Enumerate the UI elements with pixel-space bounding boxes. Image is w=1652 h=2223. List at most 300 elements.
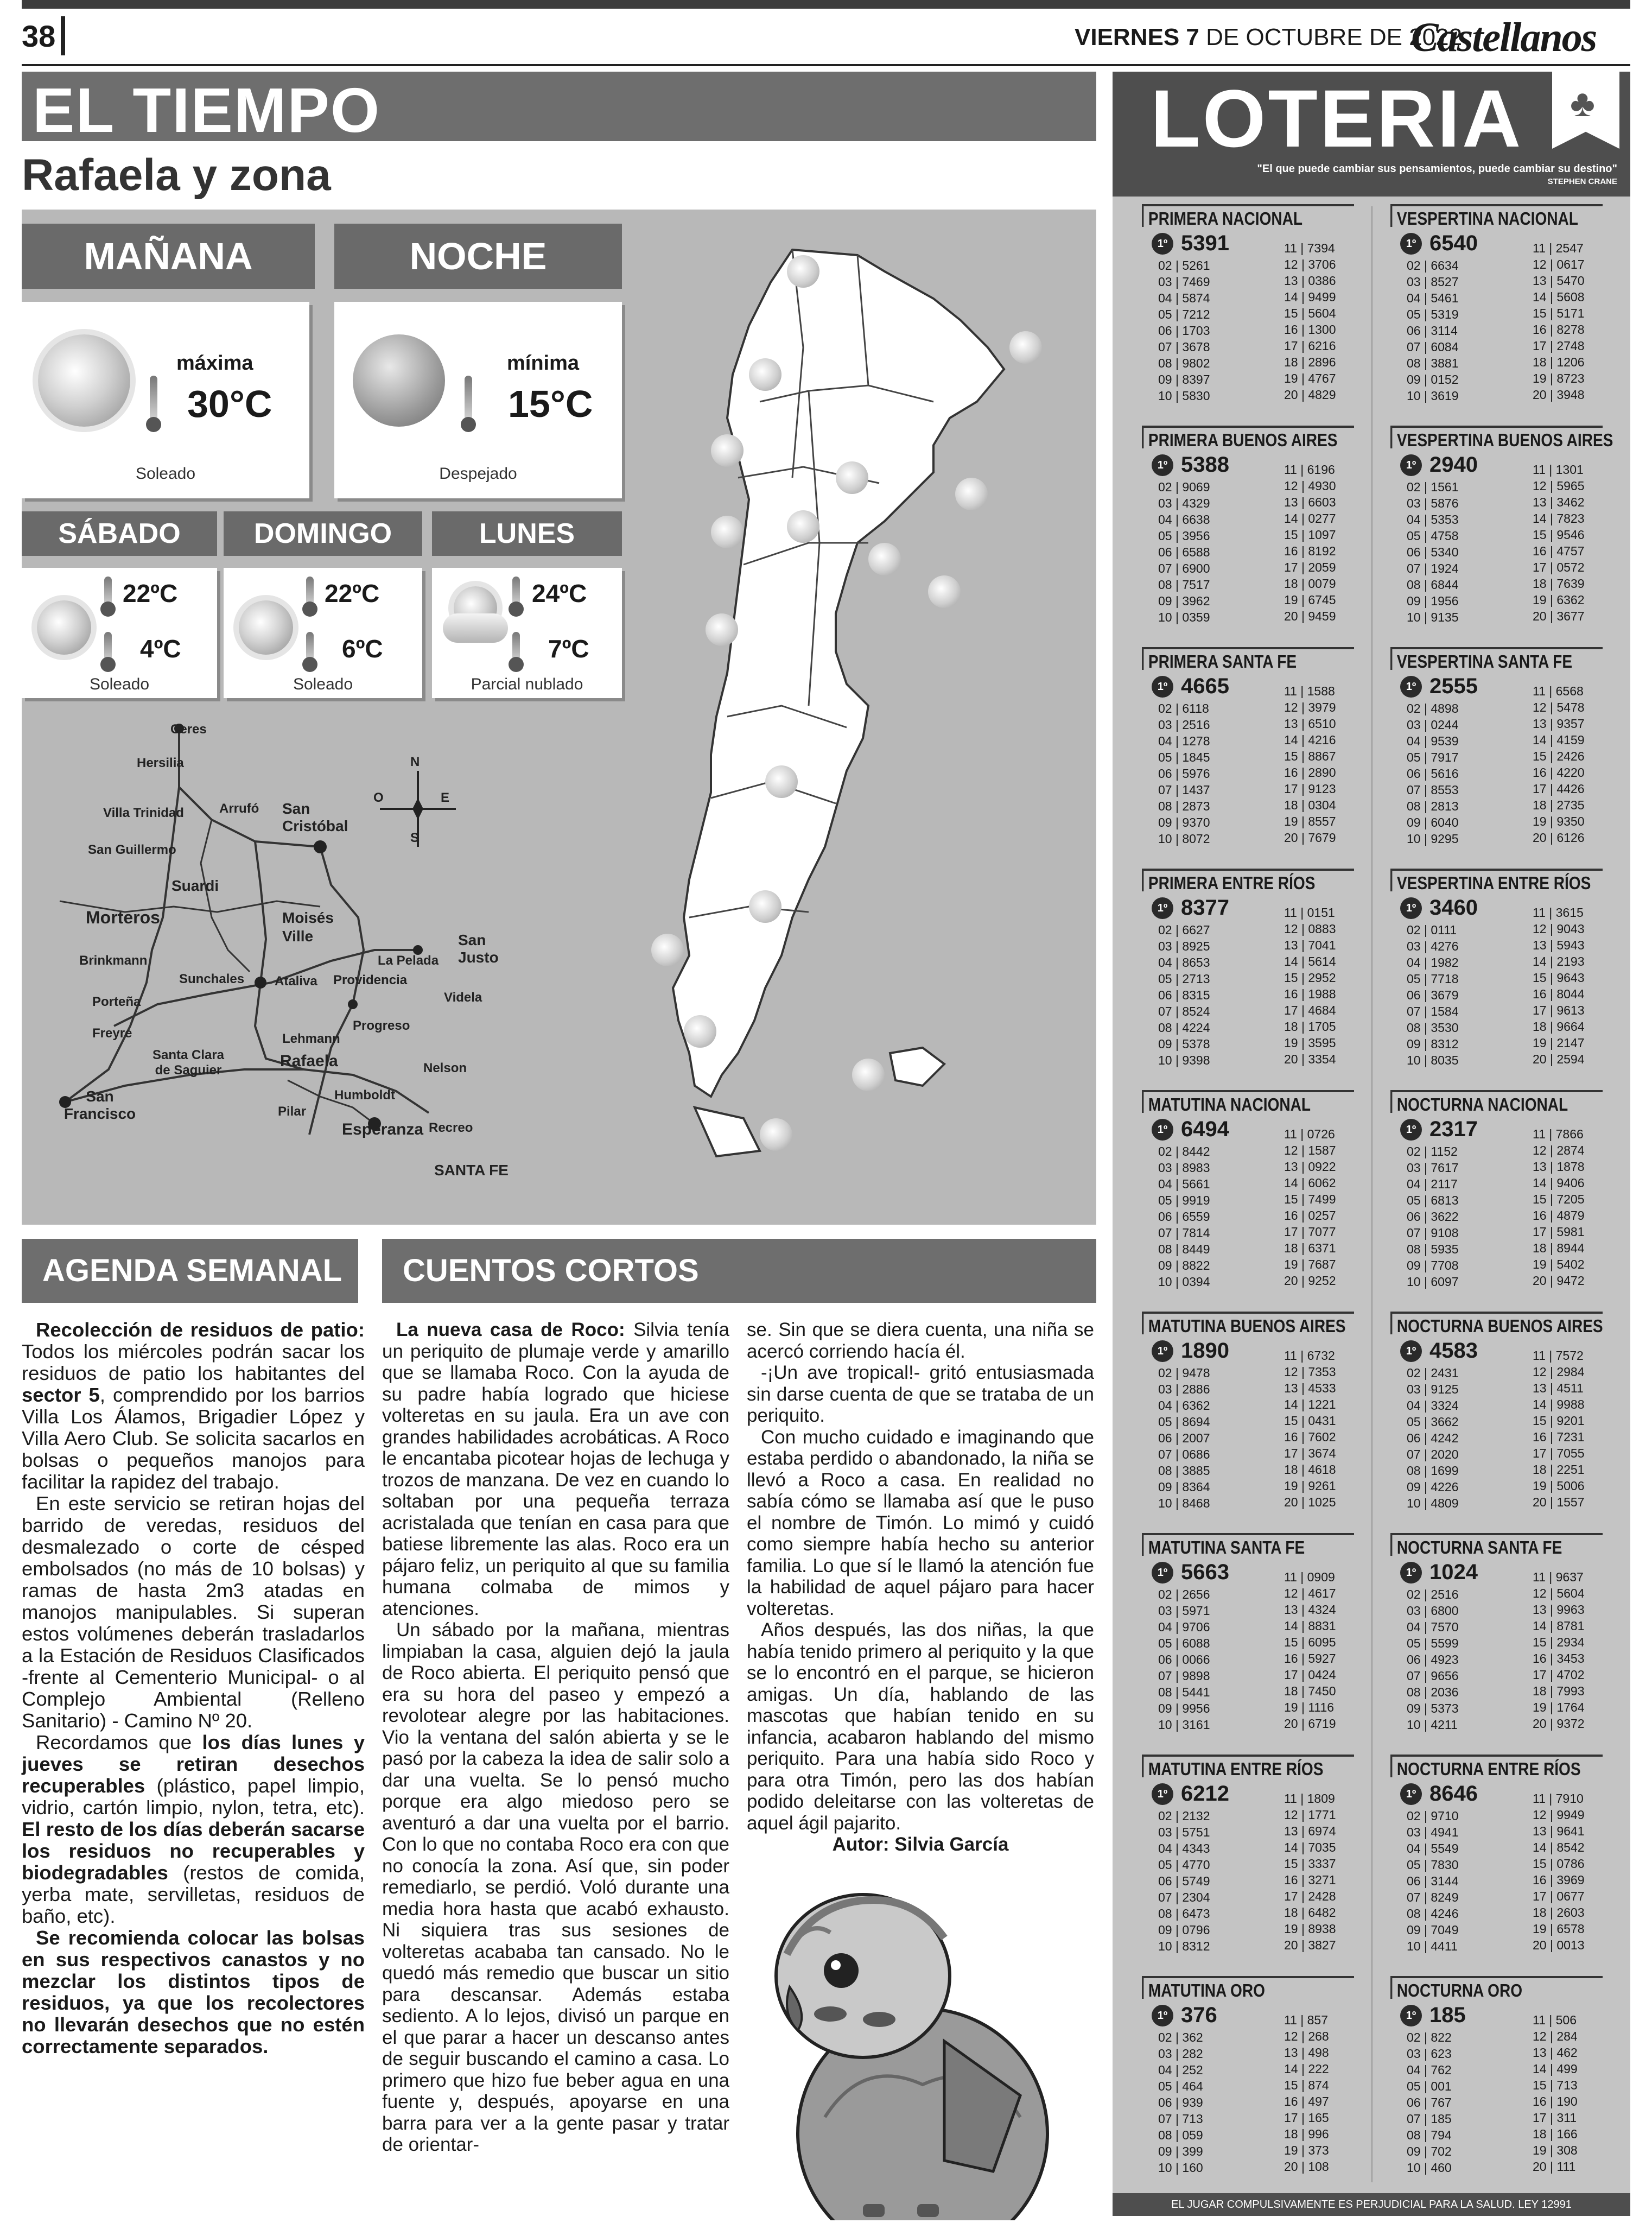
lottery-number: 18 | 2896 xyxy=(1284,355,1336,369)
lottery-number: 13 | 498 xyxy=(1284,2045,1329,2060)
town-label: Videla xyxy=(444,990,482,1005)
lottery-number: 17 | 165 xyxy=(1284,2111,1329,2125)
lottery-number: 06 | 0066 xyxy=(1158,1652,1210,1667)
lottery-draw-title: NOCTURNA NACIONAL xyxy=(1390,1090,1603,1113)
lottery-number: 14 | 499 xyxy=(1533,2062,1578,2076)
lottery-number: 17 | 4426 xyxy=(1533,782,1585,796)
night-desc: Despejado xyxy=(439,465,517,483)
lottery-number: 16 | 190 xyxy=(1533,2094,1578,2108)
lottery-number: 07 | 1924 xyxy=(1407,561,1459,575)
lottery-number: 14 | 5608 xyxy=(1533,290,1585,304)
lottery-number: 12 | 9043 xyxy=(1533,922,1585,936)
lottery-number: 13 | 4533 xyxy=(1284,1381,1336,1395)
story-title: La nueva casa de Roco: xyxy=(396,1319,625,1340)
lottery-number: 05 | 464 xyxy=(1158,2079,1203,2093)
lottery-draw xyxy=(1390,204,1640,425)
lottery-first-prize xyxy=(1400,896,1478,920)
lottery-number: 20 | 0013 xyxy=(1533,1938,1585,1952)
agenda-p3a: Recordamos que xyxy=(36,1731,202,1753)
tomorrow-header: MAÑANA xyxy=(22,224,315,289)
lottery-col-right xyxy=(1284,1126,1336,1289)
lottery-number: 06 | 3144 xyxy=(1407,1874,1459,1888)
lottery-number: 12 | 3979 xyxy=(1284,700,1336,714)
lottery-number: 18 | 0079 xyxy=(1284,577,1336,591)
lottery-number: 06 | 767 xyxy=(1407,2095,1452,2110)
monday-max: 24ºC xyxy=(532,579,587,607)
compass-west: O xyxy=(373,790,384,805)
map-weather-icon xyxy=(787,510,819,543)
lottery-number: 02 | 2516 xyxy=(1407,1587,1459,1601)
saturday-desc: Soleado xyxy=(89,675,150,693)
first-prize-number: 5391 xyxy=(1181,231,1229,255)
date-weekday: VIERNES xyxy=(1075,24,1180,50)
lottery-number: 10 | 3161 xyxy=(1158,1718,1210,1732)
lottery-number: 18 | 8944 xyxy=(1533,1241,1585,1255)
lottery-draw xyxy=(1142,1312,1392,1532)
lottery-number: 04 | 5549 xyxy=(1407,1841,1459,1855)
first-prize-medal-icon: 1º xyxy=(1152,454,1173,476)
lottery-number: 15 | 7499 xyxy=(1284,1192,1336,1206)
town-label: Villa Trinidad xyxy=(103,806,184,820)
lottery-number: 20 | 2594 xyxy=(1533,1052,1585,1066)
lottery-number: 13 | 1878 xyxy=(1533,1160,1585,1174)
lottery-number: 12 | 0617 xyxy=(1533,257,1585,271)
lottery-number: 02 | 2132 xyxy=(1158,1809,1210,1823)
lottery-col-left xyxy=(1407,479,1459,625)
first-prize-medal-icon: 1º xyxy=(1152,233,1173,255)
lottery-number: 09 | 8822 xyxy=(1158,1258,1210,1272)
lottery-number: 14 | 4159 xyxy=(1533,733,1585,747)
lottery-number: 12 | 5604 xyxy=(1533,1586,1585,1600)
lottery-number: 11 | 6732 xyxy=(1284,1348,1335,1363)
lottery-first-prize xyxy=(1400,1339,1478,1363)
lottery-number: 11 | 7910 xyxy=(1533,1791,1584,1806)
lottery-number: 11 | 857 xyxy=(1284,2013,1329,2027)
agenda-p3-bold: los días lunes y jueves se retiran desechos recuperables xyxy=(22,1731,365,1797)
first-prize-number: 1890 xyxy=(1181,1339,1229,1363)
town-label: Brinkmann xyxy=(79,953,148,968)
sunday-card xyxy=(224,568,422,698)
lottery-number: 04 | 1982 xyxy=(1407,955,1459,970)
lottery-draw-title: NOCTURNA SANTA FE xyxy=(1390,1533,1603,1556)
lottery-number: 15 | 713 xyxy=(1533,2078,1578,2092)
lottery-number: 12 | 9949 xyxy=(1533,1808,1585,1822)
agenda-header: AGENDA SEMANAL xyxy=(22,1239,358,1303)
lottery-number: 05 | 6813 xyxy=(1407,1193,1459,1207)
lottery-number: 20 | 3354 xyxy=(1284,1052,1336,1066)
map-weather-icon xyxy=(749,358,781,391)
lottery-draw-title: PRIMERA NACIONAL xyxy=(1142,204,1354,227)
lottery-number: 20 | 7679 xyxy=(1284,831,1336,845)
agenda-p3-bold2: El resto de los días deberán sacarse los residuos no recuperables y biodegradables xyxy=(22,1818,365,1884)
lottery-draw xyxy=(1390,1090,1640,1310)
town-label: Morteros xyxy=(86,908,160,927)
lottery-col-right xyxy=(1284,1569,1336,1732)
first-prize-number: 1024 xyxy=(1429,1560,1478,1584)
lottery-number: 09 | 7049 xyxy=(1407,1923,1459,1937)
lottery-number: 07 | 6900 xyxy=(1158,561,1210,575)
night-header: NOCHE xyxy=(334,224,622,289)
lottery-number: 10 | 4809 xyxy=(1407,1496,1459,1510)
thermometer-icon xyxy=(512,577,520,609)
lottery-number: 20 | 108 xyxy=(1284,2159,1329,2174)
lottery-number: 04 | 5353 xyxy=(1407,512,1459,527)
weather-subtitle: Rafaela y zona xyxy=(22,150,331,200)
map-weather-icon xyxy=(1009,331,1042,364)
lottery-number: 06 | 3622 xyxy=(1407,1209,1459,1224)
lottery-number: 14 | 8542 xyxy=(1533,1840,1585,1854)
town-label: Ataliva xyxy=(275,974,317,989)
page-number: 38 xyxy=(22,19,56,53)
lottery-number: 13 | 6974 xyxy=(1284,1824,1336,1838)
lottery-number: 02 | 2656 xyxy=(1158,1587,1210,1601)
first-prize-medal-icon: 1º xyxy=(1400,1119,1422,1141)
sunday-header: DOMINGO xyxy=(224,511,422,556)
lottery-number: 11 | 6568 xyxy=(1533,684,1584,698)
lottery-number: 15 | 9546 xyxy=(1533,528,1585,542)
lottery-col-right xyxy=(1533,240,1585,403)
lottery-number: 18 | 6482 xyxy=(1284,1905,1336,1920)
lottery-draw xyxy=(1142,1090,1392,1310)
first-prize-number: 8646 xyxy=(1429,1782,1478,1806)
lottery-number: 09 | 4226 xyxy=(1407,1480,1459,1494)
lottery-number: 18 | 2735 xyxy=(1533,798,1585,812)
lottery-draw-title: PRIMERA BUENOS AIRES xyxy=(1142,426,1354,448)
lottery-number: 09 | 399 xyxy=(1158,2144,1203,2158)
lottery-number: 15 | 0786 xyxy=(1533,1857,1585,1871)
lottery-number: 16 | 0257 xyxy=(1284,1208,1336,1223)
date-day: 7 xyxy=(1186,24,1199,50)
saturday-max: 22ºC xyxy=(123,579,178,607)
lottery-number: 16 | 1988 xyxy=(1284,987,1336,1001)
first-prize-medal-icon: 1º xyxy=(1152,1340,1173,1362)
lottery-number: 10 | 0359 xyxy=(1158,610,1210,624)
thermometer-icon xyxy=(150,376,157,425)
lottery-number: 04 | 4343 xyxy=(1158,1841,1210,1855)
lottery-number: 06 | 6559 xyxy=(1158,1209,1210,1224)
lottery-draw xyxy=(1142,647,1392,867)
first-prize-medal-icon: 1º xyxy=(1400,1562,1422,1584)
lottery-number: 09 | 3962 xyxy=(1158,594,1210,608)
lottery-number: 13 | 0386 xyxy=(1284,274,1336,288)
lottery-number: 06 | 4923 xyxy=(1407,1652,1459,1667)
lottery-number: 19 | 8938 xyxy=(1284,1922,1336,1936)
lottery-number: 12 | 4930 xyxy=(1284,479,1336,493)
lottery-number: 07 | 8249 xyxy=(1407,1890,1459,1904)
lottery-number: 09 | 5373 xyxy=(1407,1701,1459,1715)
lottery-number: 08 | 059 xyxy=(1158,2128,1203,2142)
lottery-col-left xyxy=(1158,922,1210,1068)
lottery-number: 16 | 8044 xyxy=(1533,987,1585,1001)
story-c6: Años después, las dos niñas, la que había tenido primero al periquito y la que se lo encontró en el parque, se hicieron amigas. Un día, hablando de las mascotas que habían tenido en su infancia, acabaron hablando del mismo periquito. Para una había sido Roco y para otra Timón, pero las dos habían podido deleitarse con las volteretas de aquel ágil pajarito. xyxy=(747,1619,1094,1834)
town-label: Sunchales xyxy=(179,972,245,986)
lottery-number: 13 | 3462 xyxy=(1533,495,1585,509)
lottery-footer: EL JUGAR COMPULSIVAMENTE ES PERJUDICIAL PARA LA SALUD. LEY 12991 xyxy=(1113,2193,1630,2216)
lottery-col-left xyxy=(1407,922,1459,1068)
lottery-number: 20 | 9252 xyxy=(1284,1274,1336,1288)
lottery-number: 11 | 0151 xyxy=(1284,905,1335,920)
lottery-number: 13 | 7041 xyxy=(1284,938,1336,952)
agenda-p1: Todos los miércoles podrán sacar los residuos de patio los habitantes del xyxy=(22,1340,365,1384)
lottery-number: 08 | 7517 xyxy=(1158,578,1210,592)
lottery-number: 06 | 8315 xyxy=(1158,988,1210,1002)
lottery-number: 13 | 5470 xyxy=(1533,274,1585,288)
lottery-number: 20 | 9472 xyxy=(1533,1274,1585,1288)
sunday-desc: Soleado xyxy=(293,675,353,693)
lottery-number: 02 | 362 xyxy=(1158,2030,1203,2044)
lottery-draw xyxy=(1142,1533,1392,1753)
lottery-number: 14 | 2193 xyxy=(1533,954,1585,968)
lottery-draw-title: VESPERTINA BUENOS AIRES xyxy=(1390,426,1603,448)
lottery-number: 03 | 4276 xyxy=(1407,939,1459,953)
story-c1: Silvia tenía un periquito de plumaje verde y amarillo que se llamaba Roco. Con la ayuda de su padre había logrado que hiciese volteretas en su jaula. Era un ave con grandes habilidades acrobáticas. A Roco le encantaba picotear hojas de lechuga y trozos de manzana. De vez en cuando lo soltaban por una pequeña terraza acristalada que tenían en casa para que batiese libremente las alas. Roco era un pájaro feliz, un periquito al que su familia humana colmaba de mimos y atenciones. xyxy=(382,1319,729,1619)
agenda-p1-bold: Recolección de residuos de patio: xyxy=(36,1319,365,1341)
lottery-number: 12 | 1771 xyxy=(1284,1808,1336,1822)
lottery-col-right xyxy=(1533,683,1585,846)
stories-header: CUENTOS CORTOS xyxy=(382,1239,1096,1303)
sunday-max: 22ºC xyxy=(325,579,380,607)
lottery-number: 02 | 9478 xyxy=(1158,1366,1210,1380)
lottery-col-left xyxy=(1407,257,1459,404)
lottery-number: 20 | 4829 xyxy=(1284,388,1336,402)
tomorrow-card xyxy=(22,302,309,498)
map-weather-icon xyxy=(852,1059,885,1091)
lottery-number: 04 | 9539 xyxy=(1407,734,1459,748)
lottery-draw-title: VESPERTINA SANTA FE xyxy=(1390,647,1603,670)
lottery-col-left xyxy=(1407,1143,1459,1290)
lottery-number: 11 | 7866 xyxy=(1533,1127,1584,1141)
town-label: Providencia xyxy=(333,973,408,987)
lottery-number: 07 | 7814 xyxy=(1158,1226,1210,1240)
lottery-number: 02 | 1152 xyxy=(1407,1144,1458,1158)
lottery-number: 03 | 5971 xyxy=(1158,1604,1210,1618)
map-weather-icon xyxy=(684,1015,716,1048)
saturday-header: SÁBADO xyxy=(22,511,217,556)
sunday-min: 6ºC xyxy=(342,635,383,663)
lottery-number: 15 | 2952 xyxy=(1284,971,1336,985)
lottery-number: 08 | 1699 xyxy=(1407,1464,1459,1478)
town-label: Porteña xyxy=(92,995,141,1009)
lottery-number: 12 | 284 xyxy=(1533,2029,1578,2043)
town-label-large: San Francisco xyxy=(63,1088,136,1122)
lottery-number: 10 | 9135 xyxy=(1407,610,1459,624)
lottery-number: 03 | 0244 xyxy=(1407,718,1459,732)
lottery-col-left xyxy=(1158,2029,1203,2176)
lottery-number: 20 | 3948 xyxy=(1533,388,1585,402)
lottery-col-right xyxy=(1533,1569,1585,1732)
lottery-number: 06 | 1703 xyxy=(1158,324,1210,338)
lottery-draw-title: MATUTINA BUENOS AIRES xyxy=(1142,1312,1354,1334)
lottery-number: 15 | 9201 xyxy=(1533,1414,1585,1428)
map-weather-icon xyxy=(955,478,988,510)
lottery-number: 18 | 2603 xyxy=(1533,1905,1585,1920)
lottery-number: 03 | 5876 xyxy=(1407,496,1459,510)
town-label: Humboldt xyxy=(334,1088,395,1103)
lottery-col-right xyxy=(1533,1126,1585,1289)
town-label-large: San Justo xyxy=(458,932,499,966)
lottery-number: 18 | 2251 xyxy=(1533,1462,1585,1477)
lottery-number: 17 | 2428 xyxy=(1284,1889,1336,1903)
lottery-number: 14 | 0277 xyxy=(1284,511,1336,525)
lottery-col-right xyxy=(1284,904,1336,1067)
monday-card xyxy=(432,568,622,698)
lottery-number: 12 | 4617 xyxy=(1284,1586,1336,1600)
lottery-number: 12 | 7353 xyxy=(1284,1365,1336,1379)
lottery-number: 08 | 4224 xyxy=(1158,1021,1210,1035)
weather-title: EL TIEMPO xyxy=(33,75,381,145)
lottery-number: 16 | 8192 xyxy=(1284,544,1336,558)
lottery-number: 04 | 762 xyxy=(1407,2063,1452,2077)
lottery-number: 09 | 8312 xyxy=(1407,1037,1459,1051)
lottery-col-right xyxy=(1284,2012,1329,2175)
lottery-number: 16 | 7231 xyxy=(1533,1430,1585,1444)
first-prize-medal-icon: 1º xyxy=(1152,1119,1173,1141)
lottery-first-prize xyxy=(1400,1117,1478,1142)
lottery-draw-title: PRIMERA ENTRE RÍOS xyxy=(1142,869,1354,891)
lottery-col-right xyxy=(1284,240,1336,403)
lottery-number: 04 | 9706 xyxy=(1158,1620,1210,1634)
thermometer-icon xyxy=(306,577,314,609)
lottery-col-right xyxy=(1284,1790,1336,1953)
lottery-draw-title: VESPERTINA NACIONAL xyxy=(1390,204,1603,227)
cloud-icon xyxy=(443,613,508,643)
lottery-number: 11 | 506 xyxy=(1533,2013,1577,2027)
lottery-number: 14 | 5614 xyxy=(1284,954,1336,968)
lottery-number: 17 | 5981 xyxy=(1533,1225,1585,1239)
lottery-number: 17 | 7055 xyxy=(1533,1446,1585,1460)
first-prize-medal-icon: 1º xyxy=(1400,897,1422,919)
map-weather-icon xyxy=(760,1118,792,1151)
lottery-number: 20 | 1025 xyxy=(1284,1495,1336,1509)
lottery-number: 04 | 1278 xyxy=(1158,734,1210,748)
lottery-number: 16 | 4220 xyxy=(1533,765,1585,780)
lottery-number: 18 | 9664 xyxy=(1533,1019,1585,1034)
lottery-number: 20 | 6126 xyxy=(1533,831,1585,845)
first-prize-medal-icon: 1º xyxy=(1152,2005,1173,2026)
lottery-number: 04 | 7570 xyxy=(1407,1620,1459,1634)
lottery-draw-title: NOCTURNA BUENOS AIRES xyxy=(1390,1312,1603,1334)
lottery-number: 17 | 311 xyxy=(1533,2111,1577,2125)
first-prize-medal-icon: 1º xyxy=(1400,2005,1422,2026)
lottery-number: 04 | 8653 xyxy=(1158,955,1210,970)
map-weather-icon xyxy=(868,543,901,575)
map-weather-icon xyxy=(711,434,744,467)
night-kind: mínima xyxy=(507,352,580,375)
lottery-number: 05 | 3662 xyxy=(1407,1415,1459,1429)
town-label: Pilar xyxy=(278,1104,307,1119)
lottery-number: 14 | 8781 xyxy=(1533,1619,1585,1633)
town-label: La Pelada xyxy=(378,953,439,968)
lottery-number: 08 | 2813 xyxy=(1407,799,1459,813)
lottery-number: 20 | 1557 xyxy=(1533,1495,1585,1509)
first-prize-number: 5663 xyxy=(1181,1560,1229,1584)
lottery-number: 05 | 1845 xyxy=(1158,750,1210,764)
lottery-number: 03 | 2886 xyxy=(1158,1382,1210,1396)
lottery-number: 04 | 252 xyxy=(1158,2063,1203,2077)
lottery-number: 17 | 3674 xyxy=(1284,1446,1336,1460)
lottery-number: 11 | 3615 xyxy=(1533,905,1584,920)
map-weather-icon xyxy=(765,765,798,798)
town-label: Lehmann xyxy=(282,1031,340,1046)
lottery-number: 11 | 0909 xyxy=(1284,1570,1335,1584)
lottery-number: 16 | 497 xyxy=(1284,2094,1329,2108)
lottery-number: 12 | 2984 xyxy=(1533,1365,1585,1379)
lottery-number: 08 | 3881 xyxy=(1407,356,1459,370)
lottery-number: 10 | 4211 xyxy=(1407,1718,1458,1732)
lottery-number: 18 | 4618 xyxy=(1284,1462,1336,1477)
lottery-number: 14 | 222 xyxy=(1284,2062,1329,2076)
lottery-number: 11 | 0726 xyxy=(1284,1127,1335,1141)
lottery-number: 17 | 9613 xyxy=(1533,1003,1585,1017)
map-weather-icon xyxy=(928,575,961,608)
lottery-col-left xyxy=(1407,2029,1452,2176)
lottery-number: 11 | 1588 xyxy=(1284,684,1335,698)
lottery-number: 05 | 7917 xyxy=(1407,750,1459,764)
lottery-draw xyxy=(1390,869,1640,1089)
lottery-number: 09 | 8397 xyxy=(1158,372,1210,387)
lottery-col-right xyxy=(1533,2012,1578,2175)
lottery-first-prize xyxy=(1152,1782,1229,1806)
agenda-p2: En este servicio se retiran hojas del barrido de veredas, residuos del desmalezado o corte de césped embolsados (no más de 10 bolsas) y ramas de hasta 2m3 atadas en manojos manipulables. Si superan estos volúmenes deberán trasladarlos a la Estación de Residuos Clasificados -frente al Cementerio Municipal- o al Complejo Ambiental (Relleno Sanitario) - Camino Nº 20. xyxy=(22,1492,365,1732)
lottery-number: 11 | 1809 xyxy=(1284,1791,1335,1806)
lottery-number: 06 | 4242 xyxy=(1407,1431,1459,1445)
lottery-col-left xyxy=(1158,1143,1210,1290)
thermometer-icon xyxy=(465,376,472,425)
lottery-number: 09 | 0796 xyxy=(1158,1923,1210,1937)
lottery-number: 17 | 2059 xyxy=(1284,560,1336,574)
lottery-number: 04 | 5661 xyxy=(1158,1177,1210,1191)
lottery-number: 07 | 0686 xyxy=(1158,1447,1210,1461)
lottery-number: 05 | 8694 xyxy=(1158,1415,1210,1429)
sun-icon xyxy=(38,334,130,427)
lottery-draw xyxy=(1390,426,1640,646)
lottery-number: 15 | 6095 xyxy=(1284,1635,1336,1649)
monday-header: LUNES xyxy=(432,511,622,556)
lottery-number: 10 | 460 xyxy=(1407,2161,1452,2175)
lottery-number: 14 | 9988 xyxy=(1533,1397,1585,1411)
lottery-number: 08 | 6473 xyxy=(1158,1907,1210,1921)
lottery-number: 15 | 7205 xyxy=(1533,1192,1585,1206)
map-weather-icon xyxy=(711,516,744,548)
lottery-col-left xyxy=(1407,1808,1459,1954)
top-rule xyxy=(22,0,1630,9)
lottery-col-left xyxy=(1158,1365,1210,1511)
tomorrow-desc: Soleado xyxy=(135,465,196,483)
lottery-number: 06 | 5976 xyxy=(1158,767,1210,781)
lottery-number: 19 | 8557 xyxy=(1284,814,1336,828)
lottery-number: 18 | 166 xyxy=(1533,2127,1578,2141)
lottery-number: 19 | 5402 xyxy=(1533,1257,1585,1271)
lottery-number: 03 | 282 xyxy=(1158,2047,1203,2061)
lottery-draw-title: MATUTINA NACIONAL xyxy=(1142,1090,1354,1113)
story-author: Autor: Silvia García xyxy=(832,1834,1009,1855)
lottery-number: 19 | 1764 xyxy=(1533,1700,1585,1714)
lottery-number: 17 | 0677 xyxy=(1533,1889,1585,1903)
lottery-number: 15 | 5604 xyxy=(1284,306,1336,320)
lottery-number: 06 | 2007 xyxy=(1158,1431,1210,1445)
lottery-number: 16 | 2890 xyxy=(1284,765,1336,780)
lottery-number: 14 | 9499 xyxy=(1284,290,1336,304)
first-prize-number: 4665 xyxy=(1181,674,1229,698)
lottery-number: 16 | 4757 xyxy=(1533,544,1585,558)
lottery-first-prize xyxy=(1152,453,1229,477)
lottery-number: 05 | 9919 xyxy=(1158,1193,1210,1207)
lottery-number: 18 | 7993 xyxy=(1533,1684,1585,1698)
lottery-number: 16 | 7602 xyxy=(1284,1430,1336,1444)
lottery-number: 08 | 794 xyxy=(1407,2128,1452,2142)
lottery-number: 03 | 623 xyxy=(1407,2047,1452,2061)
town-label: Recreo xyxy=(429,1120,473,1135)
